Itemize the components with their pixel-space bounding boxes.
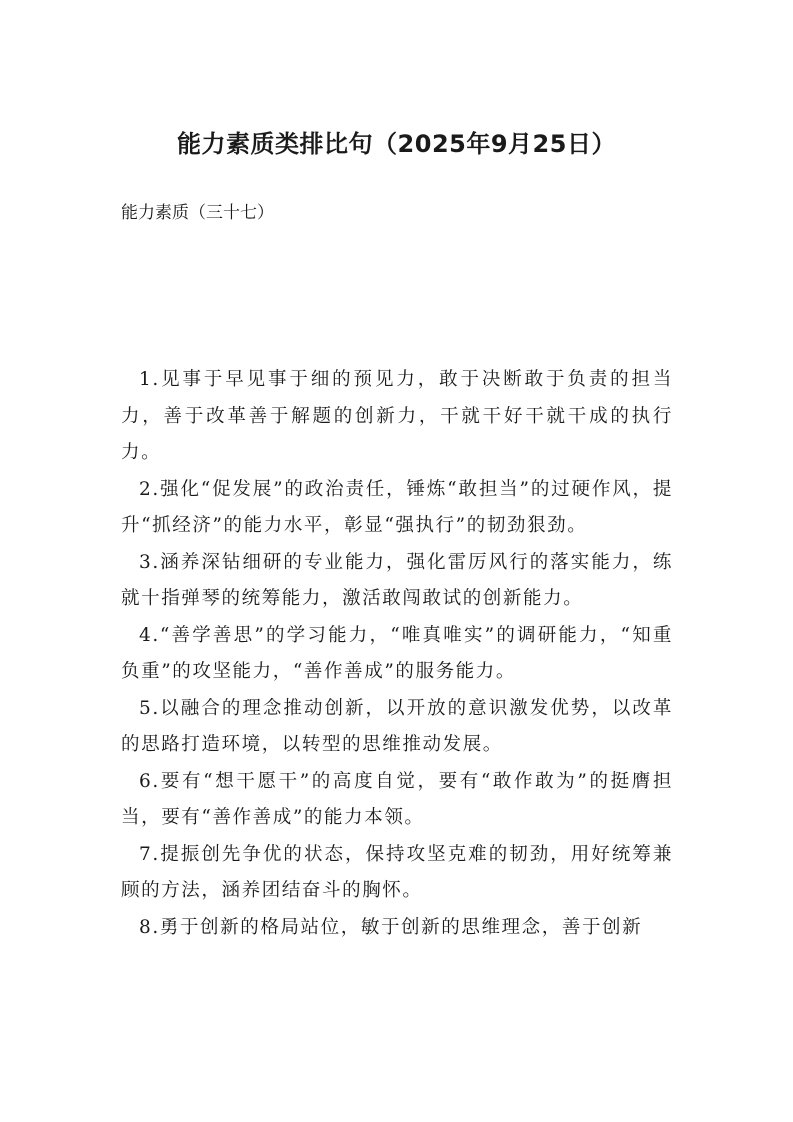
document-subtitle: 能力素质（三十七） [121,203,274,223]
paragraph-1: 1.见事于早见事于细的预见力，敢于决断敢于负责的担当力，善于改革善于解题的创新力，干就干好干就干成的执行力。 [121,369,673,463]
paragraph-3: 3.涵养深钻细研的专业能力，强化雷厉风行的落实能力，练就十指弹琴的统筹能力，激活敢闯敢试的创新能力。 [121,551,673,609]
paragraph-7: 7.提振创先争优的状态，保持攻坚克难的韧劲，用好统筹兼顾的方法，涵养团结奋斗的胸怀。 [121,843,673,901]
paragraph-4: 4.“善学善思”的学习能力，“唯真唯实”的调研能力，“知重负重”的攻坚能力，“善作善成”的服务能力。 [121,624,673,682]
document-body [121,362,673,946]
paragraph-8: 8.勇于创新的格局站位，敏于创新的思维理念，善于创新 [139,916,643,938]
paragraph-6: 6.要有“想干愿干”的高度自觉，要有“敢作敢为”的挺膺担当，要有“善作善成”的能力本领。 [121,770,673,828]
paragraph-2: 2.强化“促发展”的政治责任，锤炼“敢担当”的过硬作风，提升“抓经济”的能力水平，彰显“强执行”的韧劲狠劲。 [121,478,673,536]
document-title: 能力素质类排比句（2025年9月25日） [177,130,616,158]
paragraph-5: 5.以融合的理念推动创新，以开放的意识激发优势，以改革的思路打造环境，以转型的思维推动发展。 [121,697,673,755]
